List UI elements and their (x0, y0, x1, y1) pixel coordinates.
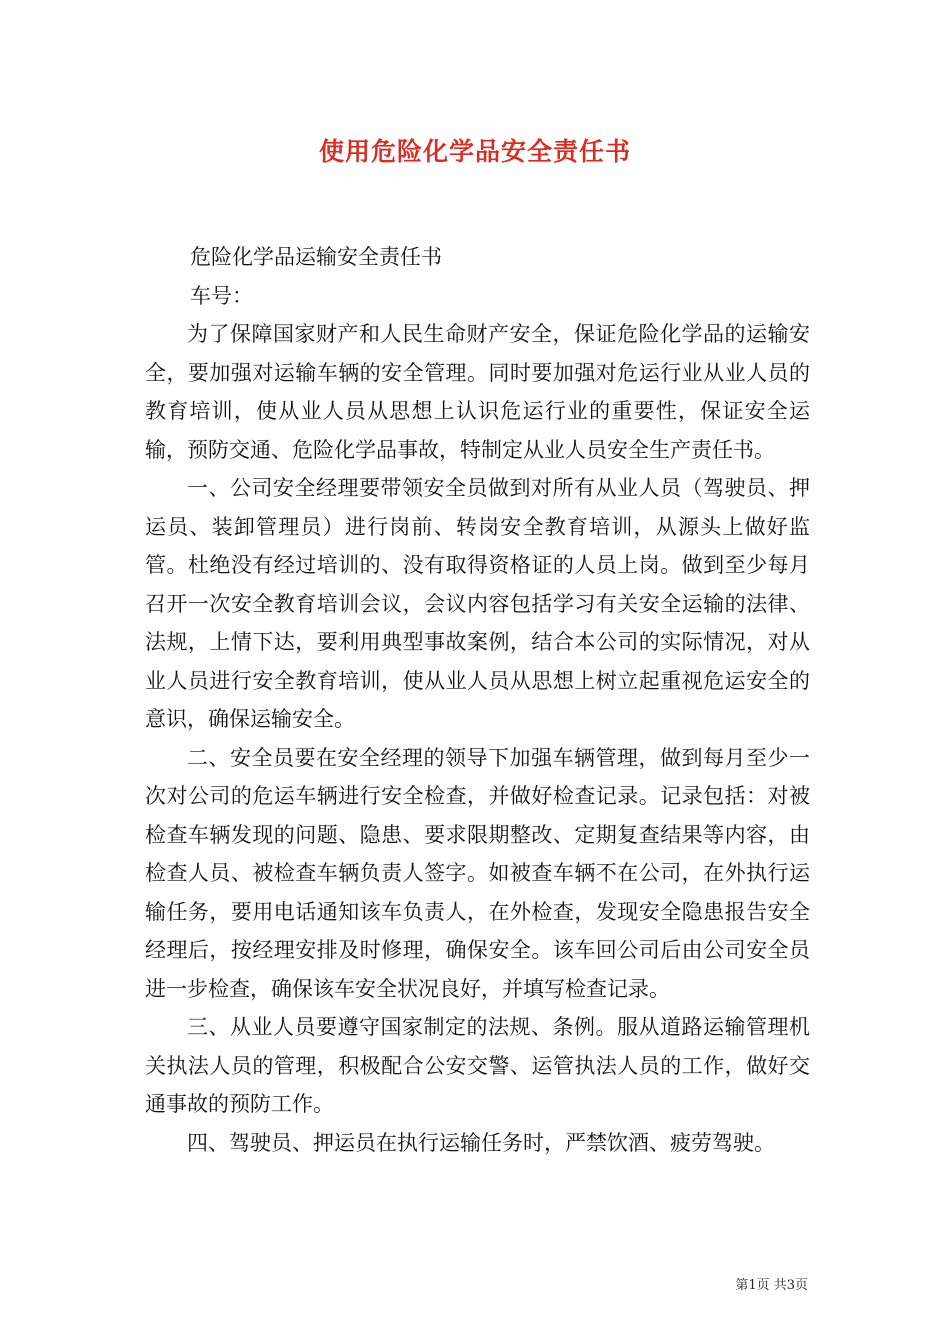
vehicle-number-line: 车号： (190, 283, 253, 308)
subtitle-paragraph: 危险化学品运输安全责任书 (190, 245, 442, 269)
page-number-footer: 第1页 共3页 (735, 1278, 808, 1293)
clause-four-paragraph: 四、驾驶员、押运员在执行运输任务时，严禁饮酒、疲劳驾驶。 (187, 1130, 775, 1155)
document-body (145, 238, 810, 1162)
intro-paragraph: 为了保障国家财产和人民生命财产安全，保证危险化学品的运输安全，要加强对运输车辆的安全管理。同时要加强对危运行业从业人员的教育培训，使从业人员从思想上认识危运行业的重要性，保证安全运输，预防交通、危险化学品事故，特制定从业人员安全生产责任书。 (145, 322, 810, 462)
clause-two-paragraph: 二、安全员要在安全经理的领导下加强车辆管理，做到每月至少一次对公司的危运车辆进行安全检查，并做好检查记录。记录包括：对被检查车辆发现的问题、隐患、要求限期整改、定期复查结果等内容，由检查人员、被检查车辆负责人签字。如被查车辆不在公司，在外执行运输任务，要用电话通知该车负责人，在外检查，发现安全隐患报告安全经理后，按经理安排及时修理，确保安全。该车回公司后由公司安全员进一步检查，确保该车安全状况良好，并填写检查记录。 (145, 745, 810, 1001)
clause-three-paragraph: 三、从业人员要遵守国家制定的法规、条例。服从道路运输管理机关执法人员的管理，积极配合公安交警、运管执法人员的工作，做好交通事故的预防工作。 (145, 1015, 810, 1116)
document-title: 使用危险化学品安全责任书 (318, 137, 631, 166)
clause-one-paragraph: 一、公司安全经理要带领安全员做到对所有从业人员（驾驶员、押运员、装卸管理员）进行岗前、转岗安全教育培训，从源头上做好监管。杜绝没有经过培训的、没有取得资格证的人员上岗。做到至少每月召开一次安全教育培训会议，会议内容包括学习有关安全运输的法律、法规，上情下达，要利用典型事故案例，结合本公司的实际情况，对从业人员进行安全教育培训，使从业人员从思想上树立起重视危运安全的意识，确保运输安全。 (145, 476, 810, 731)
